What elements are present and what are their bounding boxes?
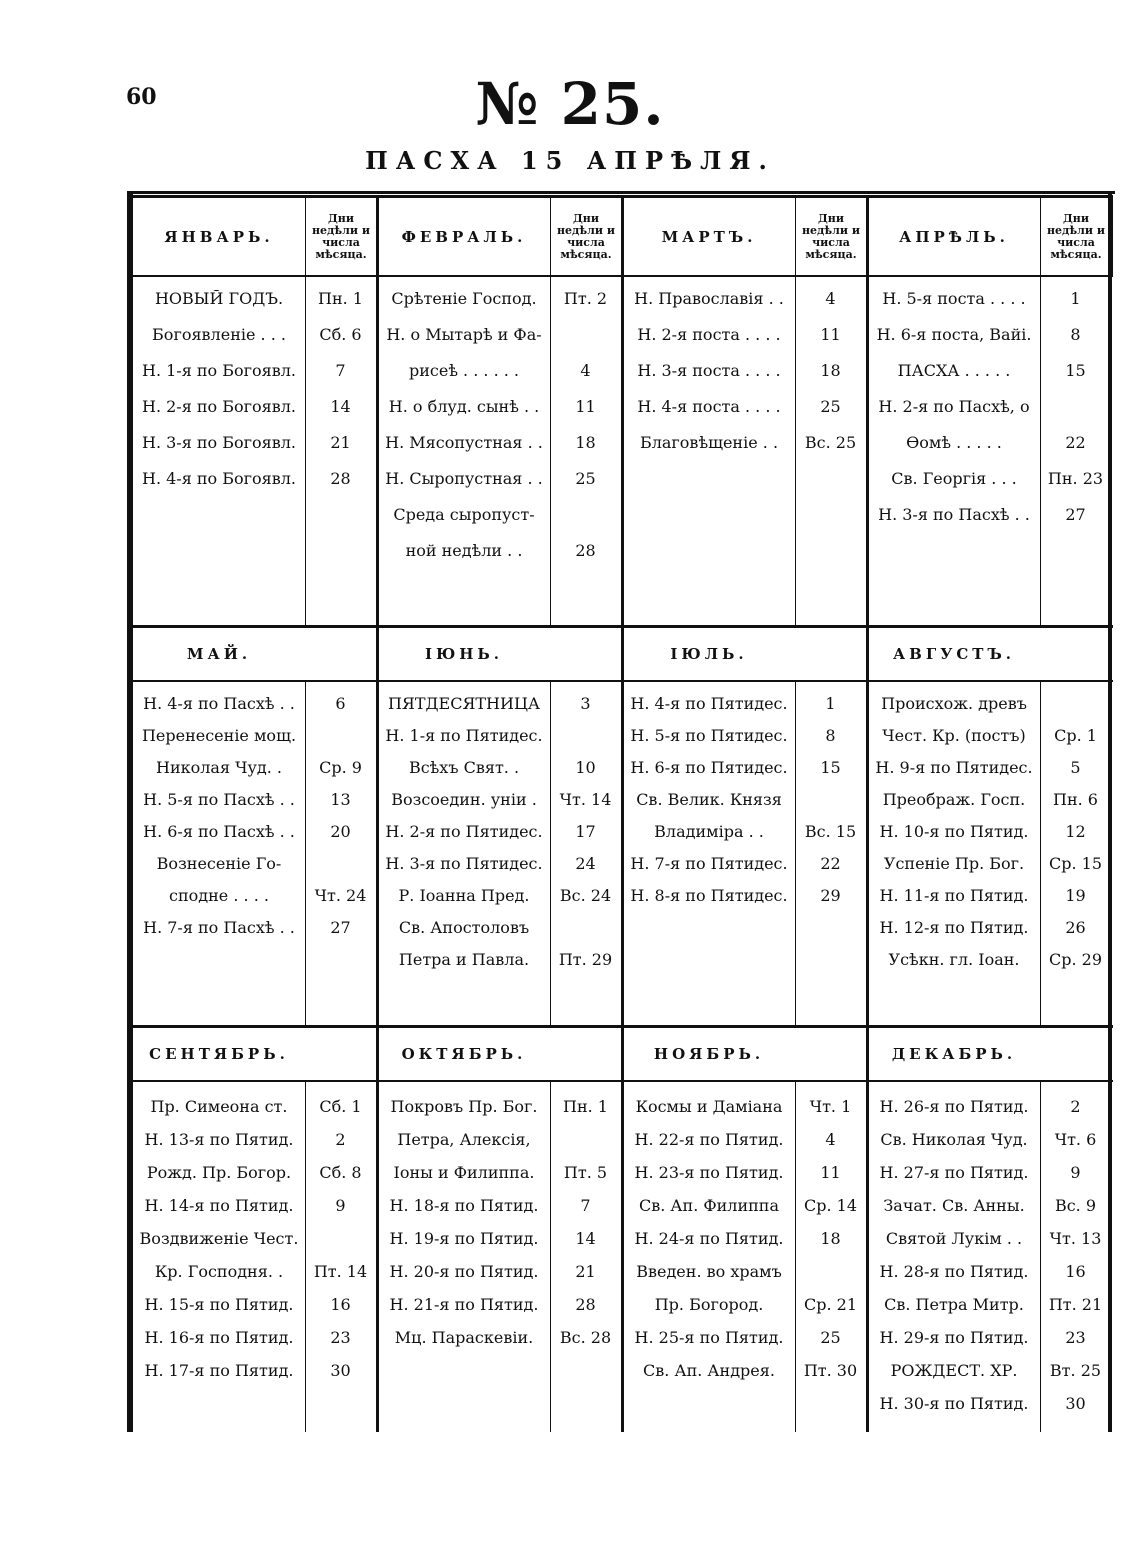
entry-text-3-3: Н. 2-я по Пасхѣ, о: [878, 398, 1030, 416]
entry-text-1-0: Срѣтеніе Господ.: [391, 290, 537, 308]
month-name-4: МАЙ.: [186, 645, 252, 663]
entry-text-10-0: Космы и Даміана: [635, 1098, 783, 1116]
entry-day-2-3: 25: [820, 397, 841, 416]
entry-day-8-6: 16: [330, 1295, 351, 1314]
column-divider-8: [376, 1025, 379, 1432]
entry-day-8-0: Сб. 1: [319, 1097, 362, 1116]
entry-text-0-4: Н. 3-я по Богоявл.: [141, 434, 297, 452]
entry-text-5-4: Н. 2-я по Пятидес.: [385, 823, 543, 841]
entry-text-1-2: рисеѣ . . . . . .: [408, 362, 519, 380]
entry-text-0-5: Н. 4-я по Богоявл.: [141, 470, 297, 488]
entry-text-6-5: Н. 7-я по Пятидес.: [630, 855, 788, 873]
entry-day-11-8: Вт. 25: [1049, 1361, 1102, 1380]
entry-text-1-5: Н. Сыропустная . .: [385, 470, 543, 488]
entry-day-0-1: Сб. 6: [319, 325, 362, 344]
month-name-11: ДЕКАБРЬ.: [891, 1045, 1017, 1063]
entry-text-8-5: Кр. Господня. .: [154, 1263, 284, 1281]
entry-text-3-1: Н. 6-я поста, Вайі.: [876, 326, 1032, 344]
entry-text-9-0: Покровъ Пр. Бог.: [390, 1098, 538, 1116]
entry-day-10-2: 11: [820, 1163, 841, 1182]
entry-day-6-6: 29: [820, 886, 841, 905]
month-name-2: МАРТЪ.: [661, 227, 757, 246]
entry-day-3-5: Пн. 23: [1047, 469, 1104, 488]
entry-text-6-3: Св. Велик. Князя: [636, 791, 782, 809]
month-name-7: АВГУСТЪ.: [892, 645, 1016, 663]
column-divider-6: [866, 625, 869, 1025]
name-day-divider-4: [305, 680, 306, 1025]
entry-day-7-5: Ср. 15: [1048, 854, 1102, 873]
month-name-3: АПРѢЛЬ.: [899, 227, 1009, 246]
entry-day-9-2: Пт. 5: [563, 1163, 608, 1182]
entry-day-11-4: Чт. 13: [1049, 1229, 1102, 1248]
entry-day-3-2: 15: [1065, 361, 1086, 380]
entry-text-6-1: Н. 5-я по Пятидес.: [630, 727, 788, 745]
entry-text-8-2: Рожд. Пр. Богор.: [146, 1164, 292, 1182]
entry-text-7-6: Н. 11-я по Пятид.: [879, 887, 1029, 905]
entry-day-4-2: Ср. 9: [319, 758, 362, 777]
entry-day-3-1: 8: [1070, 325, 1081, 344]
entry-day-11-0: 2: [1070, 1097, 1081, 1116]
entry-day-1-7: 28: [575, 541, 596, 560]
month-name-10: НОЯБРЬ.: [653, 1045, 765, 1063]
entry-text-1-6: Среда сыропуст-: [393, 506, 535, 524]
page-title: № 25.: [475, 70, 665, 138]
entry-day-5-3: Чт. 14: [559, 790, 612, 809]
entry-text-9-4: Н. 19-я по Пятид.: [389, 1230, 539, 1248]
entry-day-10-0: Чт. 1: [809, 1097, 852, 1116]
entry-day-6-2: 15: [820, 758, 841, 777]
entry-text-10-1: Н. 22-я по Пятид.: [634, 1131, 784, 1149]
entry-day-4-0: 6: [335, 694, 346, 713]
entry-day-10-1: 4: [825, 1130, 836, 1149]
entry-day-9-0: Пн. 1: [563, 1097, 608, 1116]
entry-day-9-4: 14: [575, 1229, 596, 1248]
day-column-header-1: Дни недѣли и числа мѣсяца.: [550, 198, 623, 275]
entry-text-6-4: Владиміра . .: [654, 823, 764, 841]
name-day-divider-5: [550, 680, 551, 1025]
entry-day-5-4: 17: [575, 822, 596, 841]
entry-day-3-0: 1: [1070, 289, 1081, 308]
entry-day-7-7: 26: [1065, 918, 1086, 937]
entry-day-10-4: 18: [820, 1229, 841, 1248]
entry-day-3-6: 27: [1065, 505, 1086, 524]
entry-text-3-4: Ѳомѣ . . . . .: [906, 434, 1002, 452]
entry-day-10-6: Ср. 21: [803, 1295, 857, 1314]
entry-day-9-7: Вс. 28: [559, 1328, 612, 1347]
entry-day-5-6: Вс. 24: [559, 886, 612, 905]
entry-day-2-1: 11: [820, 325, 841, 344]
entry-day-4-7: 27: [330, 918, 351, 937]
entry-text-8-6: Н. 15-я по Пятид.: [144, 1296, 294, 1314]
entry-text-7-0: Происхож. древъ: [881, 695, 1027, 713]
entry-text-0-1: Богоявленіе . . .: [152, 326, 286, 344]
entry-text-10-7: Н. 25-я по Пятид.: [634, 1329, 784, 1347]
page-subtitle: ПАСХА 15 АПРѢЛЯ.: [365, 146, 775, 175]
entry-text-10-4: Н. 24-я по Пятид.: [634, 1230, 784, 1248]
entry-day-5-8: Пт. 29: [558, 950, 613, 969]
entry-text-11-3: Зачат. Св. Анны.: [883, 1197, 1025, 1215]
entry-text-8-1: Н. 13-я по Пятид.: [144, 1131, 294, 1149]
entry-day-8-5: Пт. 14: [313, 1262, 368, 1281]
entry-text-2-2: Н. 3-я поста . . . .: [637, 362, 781, 380]
entry-text-11-2: Н. 27-я по Пятид.: [879, 1164, 1029, 1182]
entry-day-7-3: Пн. 6: [1053, 790, 1098, 809]
entry-day-9-3: 7: [580, 1196, 591, 1215]
entry-text-1-3: Н. о блуд. сынѣ . .: [388, 398, 540, 416]
entry-day-10-3: Ср. 14: [803, 1196, 857, 1215]
entry-day-11-5: 16: [1065, 1262, 1086, 1281]
entry-day-8-3: 9: [335, 1196, 346, 1215]
entry-day-3-4: 22: [1065, 433, 1086, 452]
entry-text-6-2: Н. 6-я по Пятидес.: [630, 759, 788, 777]
column-divider-10: [866, 1025, 869, 1432]
entry-text-0-2: Н. 1-я по Богоявл.: [141, 362, 297, 380]
entry-text-8-4: Воздвиженіе Чест.: [139, 1230, 299, 1248]
entry-day-9-6: 28: [575, 1295, 596, 1314]
entry-day-8-7: 23: [330, 1328, 351, 1347]
entry-text-9-7: Мц. Параскевіи.: [394, 1329, 534, 1347]
entry-day-8-1: 2: [335, 1130, 346, 1149]
entry-day-4-4: 20: [330, 822, 351, 841]
entry-text-9-5: Н. 20-я по Пятид.: [389, 1263, 539, 1281]
entry-text-4-6: сподне . . . .: [169, 887, 269, 905]
day-column-header-0: Дни недѣли и числа мѣсяца.: [305, 198, 378, 275]
entry-text-6-0: Н. 4-я по Пятидес.: [630, 695, 788, 713]
entry-text-2-4: Благовѣщеніе . .: [639, 434, 779, 452]
entry-text-3-2: ПАСХА . . . . .: [897, 362, 1011, 380]
entry-day-7-8: Ср. 29: [1048, 950, 1102, 969]
entry-text-11-5: Н. 28-я по Пятид.: [879, 1263, 1029, 1281]
entry-text-0-3: Н. 2-я по Богоявл.: [141, 398, 297, 416]
entry-text-5-7: Св. Апостоловъ: [398, 919, 530, 937]
entry-text-5-1: Н. 1-я по Пятидес.: [385, 727, 543, 745]
month-name-9: ОКТЯБРЬ.: [401, 1045, 527, 1063]
entry-text-8-0: Пр. Симеона ст.: [150, 1098, 288, 1116]
entry-text-7-4: Н. 10-я по Пятид.: [879, 823, 1029, 841]
entry-day-6-5: 22: [820, 854, 841, 873]
entry-text-4-3: Н. 5-я по Пасхѣ . .: [143, 791, 295, 809]
entry-text-7-8: Усѣкн. гл. Іоан.: [888, 951, 1020, 969]
entry-text-11-1: Св. Николая Чуд.: [880, 1131, 1028, 1149]
entry-day-11-1: Чт. 6: [1054, 1130, 1097, 1149]
entry-text-10-5: Введен. во храмъ: [636, 1263, 782, 1281]
entry-text-4-4: Н. 6-я по Пасхѣ . .: [143, 823, 295, 841]
entry-day-0-0: Пн. 1: [318, 289, 363, 308]
entry-text-3-6: Н. 3-я по Пасхѣ . .: [878, 506, 1030, 524]
entry-text-11-8: РОЖДЕСТ. ХР.: [890, 1362, 1018, 1380]
entry-text-4-5: Вознесеніе Го-: [156, 855, 282, 873]
entry-text-4-2: Николая Чуд. .: [155, 759, 283, 777]
entry-day-1-3: 11: [575, 397, 596, 416]
entry-text-7-1: Чест. Кр. (постъ): [882, 727, 1026, 745]
entry-day-2-2: 18: [820, 361, 841, 380]
entry-day-8-2: Сб. 8: [319, 1163, 362, 1182]
entry-text-7-7: Н. 12-я по Пятид.: [879, 919, 1029, 937]
entry-text-5-0: ПЯТДЕСЯТНИЦА: [387, 695, 541, 713]
month-name-1: ФЕВРАЛЬ.: [401, 227, 527, 246]
entry-text-10-3: Св. Ап. Филиппа: [638, 1197, 779, 1215]
day-column-header-3: Дни недѣли и числа мѣсяца.: [1040, 198, 1113, 275]
entry-text-2-0: Н. Православія . .: [634, 290, 784, 308]
entry-text-7-2: Н. 9-я по Пятидес.: [875, 759, 1033, 777]
column-divider-4: [376, 625, 379, 1025]
entry-day-9-5: 21: [575, 1262, 596, 1281]
entry-day-6-1: 8: [825, 726, 836, 745]
entry-text-9-6: Н. 21-я по Пятид.: [389, 1296, 539, 1314]
entry-day-1-2: 4: [580, 361, 591, 380]
entry-day-11-9: 30: [1065, 1394, 1086, 1413]
name-day-divider-3: [1040, 195, 1041, 625]
entry-text-11-9: Н. 30-я по Пятид.: [879, 1395, 1029, 1413]
entry-text-1-1: Н. о Мытарѣ и Фа-: [386, 326, 542, 344]
entry-day-4-6: Чт. 24: [314, 886, 367, 905]
entry-day-7-2: 5: [1070, 758, 1081, 777]
entry-day-5-5: 24: [575, 854, 596, 873]
entry-text-8-8: Н. 17-я по Пятид.: [144, 1362, 294, 1380]
entry-text-11-4: Святой Лукім . .: [885, 1230, 1023, 1248]
entry-text-9-3: Н. 18-я по Пятид.: [389, 1197, 539, 1215]
entry-text-7-3: Преображ. Госп.: [882, 791, 1026, 809]
entry-day-1-0: Пт. 2: [563, 289, 608, 308]
entry-day-10-8: Пт. 30: [803, 1361, 858, 1380]
entry-day-7-4: 12: [1065, 822, 1086, 841]
column-divider-5: [621, 625, 624, 1025]
entry-text-4-0: Н. 4-я по Пасхѣ . .: [143, 695, 295, 713]
month-name-0: ЯНВАРЬ.: [164, 227, 274, 246]
month-name-5: ІЮНЬ.: [424, 645, 504, 663]
entry-day-0-2: 7: [335, 361, 346, 380]
entry-text-1-4: Н. Мясопустная . .: [385, 434, 543, 452]
entry-text-3-5: Св. Георгія . . .: [891, 470, 1017, 488]
entry-text-4-7: Н. 7-я по Пасхѣ . .: [143, 919, 295, 937]
entry-day-8-8: 30: [330, 1361, 351, 1380]
entry-day-1-5: 25: [575, 469, 596, 488]
page-number: 60: [126, 84, 157, 110]
entry-day-4-3: 13: [330, 790, 351, 809]
entry-day-7-6: 19: [1065, 886, 1086, 905]
entry-text-5-2: Всѣхъ Свят. .: [408, 759, 520, 777]
entry-text-8-3: Н. 14-я по Пятид.: [144, 1197, 294, 1215]
entry-day-2-0: 4: [825, 289, 836, 308]
entry-text-2-1: Н. 2-я поста . . . .: [637, 326, 781, 344]
entry-text-11-6: Св. Петра Митр.: [884, 1296, 1024, 1314]
entry-day-11-3: Вс. 9: [1054, 1196, 1097, 1215]
entry-text-11-7: Н. 29-я по Пятид.: [879, 1329, 1029, 1347]
entry-day-11-6: Пт. 21: [1048, 1295, 1103, 1314]
entry-day-0-3: 14: [330, 397, 351, 416]
month-name-8: СЕНТЯБРЬ.: [149, 1045, 289, 1063]
entry-text-5-8: Петра и Павла.: [398, 951, 530, 969]
entry-text-10-6: Пр. Богород.: [654, 1296, 764, 1314]
entry-text-3-0: Н. 5-я поста . . . .: [882, 290, 1026, 308]
entry-day-1-4: 18: [575, 433, 596, 452]
entry-day-0-4: 21: [330, 433, 351, 452]
entry-text-5-6: Р. Іоанна Пред.: [398, 887, 530, 905]
entry-text-1-7: ной недѣли . .: [405, 542, 523, 560]
entry-day-5-0: 3: [580, 694, 591, 713]
entry-day-11-7: 23: [1065, 1328, 1086, 1347]
entry-text-9-2: Іоны и Филиппа.: [393, 1164, 535, 1182]
entry-day-2-4: Вс. 25: [804, 433, 857, 452]
entry-day-6-0: 1: [825, 694, 836, 713]
entry-day-5-2: 10: [575, 758, 596, 777]
entry-text-8-7: Н. 16-я по Пятид.: [144, 1329, 294, 1347]
entry-text-5-5: Н. 3-я по Пятидес.: [385, 855, 543, 873]
day-column-header-2: Дни недѣли и числа мѣсяца.: [795, 198, 868, 275]
month-name-6: ІЮЛЬ.: [670, 645, 748, 663]
entry-day-10-7: 25: [820, 1328, 841, 1347]
entry-text-7-5: Успеніе Пр. Бог.: [883, 855, 1025, 873]
entry-text-10-2: Н. 23-я по Пятид.: [634, 1164, 784, 1182]
entry-day-0-5: 28: [330, 469, 351, 488]
entry-text-10-8: Св. Ап. Андрея.: [643, 1362, 775, 1380]
name-day-divider-9: [550, 1080, 551, 1432]
entry-day-11-2: 9: [1070, 1163, 1081, 1182]
entry-text-9-1: Петра, Алексія,: [397, 1131, 531, 1149]
entry-text-4-1: Перенесеніе мощ.: [141, 727, 297, 745]
entry-text-11-0: Н. 26-я по Пятид.: [879, 1098, 1029, 1116]
entry-text-0-0: НОВЫЙ ГОДЪ.: [154, 290, 284, 308]
entry-day-6-4: Вс. 15: [804, 822, 857, 841]
entry-text-6-6: Н. 8-я по Пятидес.: [630, 887, 788, 905]
column-divider-9: [621, 1025, 624, 1432]
entry-text-5-3: Возсоедин. уніи .: [391, 791, 537, 809]
entry-text-2-3: Н. 4-я поста . . . .: [637, 398, 781, 416]
entry-day-7-1: Ср. 1: [1054, 726, 1097, 745]
